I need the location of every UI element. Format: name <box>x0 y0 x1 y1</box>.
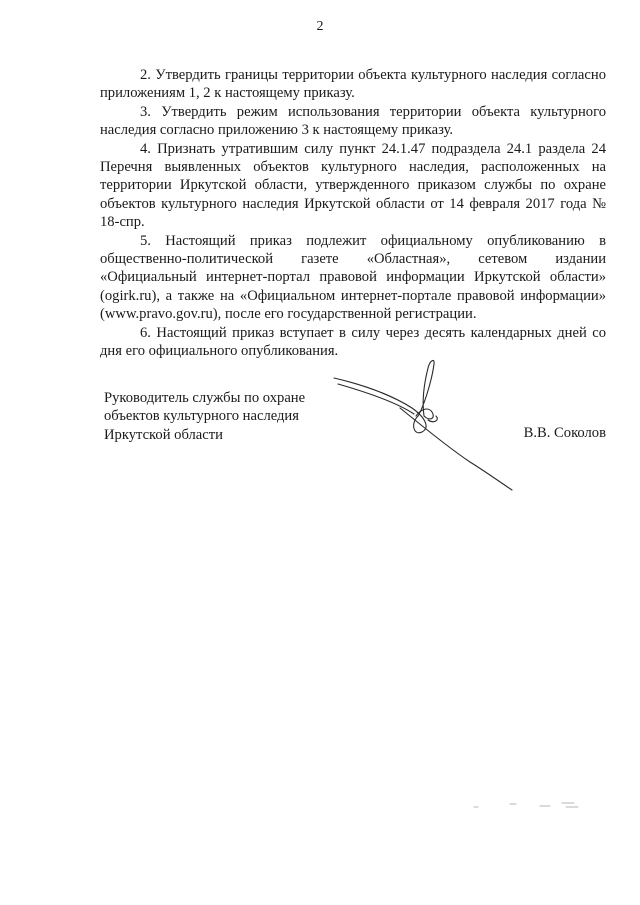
page-number: 2 <box>316 19 324 34</box>
handwritten-signature <box>330 358 520 493</box>
paragraph-item-3: 3. Утвердить режим использования территории объекта культурного наследия согласно приложению 3 к настоящему приказу. <box>100 103 606 139</box>
document-body <box>100 66 606 361</box>
paragraph-item-5: 5. Настоящий приказ подлежит официальному опубликованию в общественно-политической газете «Областная», сетевом издании «Официальный интернет-портал правовой информации Иркутской области» (ogirk.ru), а также на «Официальном интернет-портале правовой информации» (www.pravo.gov.ru), после его государственной регистрации. <box>100 232 606 323</box>
signer-position-line: объектов культурного наследия <box>104 408 299 425</box>
scan-artifact-marks <box>470 795 590 815</box>
paragraph-item-2: 2. Утвердить границы территории объекта культурного наследия согласно приложениям 1, 2 к настоящему приказу. <box>100 67 606 102</box>
signer-position-line: Руководитель службы по охране <box>104 390 306 406</box>
signer-position <box>104 389 344 444</box>
paragraph-item-6: 6. Настоящий приказ вступает в силу через десять календарных дней со дня его официального опубликования. <box>100 324 606 360</box>
paragraph-item-4: 4. Признать утратившим силу пункт 24.1.47 подраздела 24.1 раздела 24 Перечня выявленных объектов культурного наследия, расположенных на территории Иркутской области, утвержденного приказом службы по охране объектов культурного наследия Иркутской области от 14 февраля 2017 года № 18-спр. <box>100 140 606 231</box>
signer-position-line: Иркутской области <box>104 426 223 443</box>
signer-name: В.В. Соколов <box>523 425 606 441</box>
